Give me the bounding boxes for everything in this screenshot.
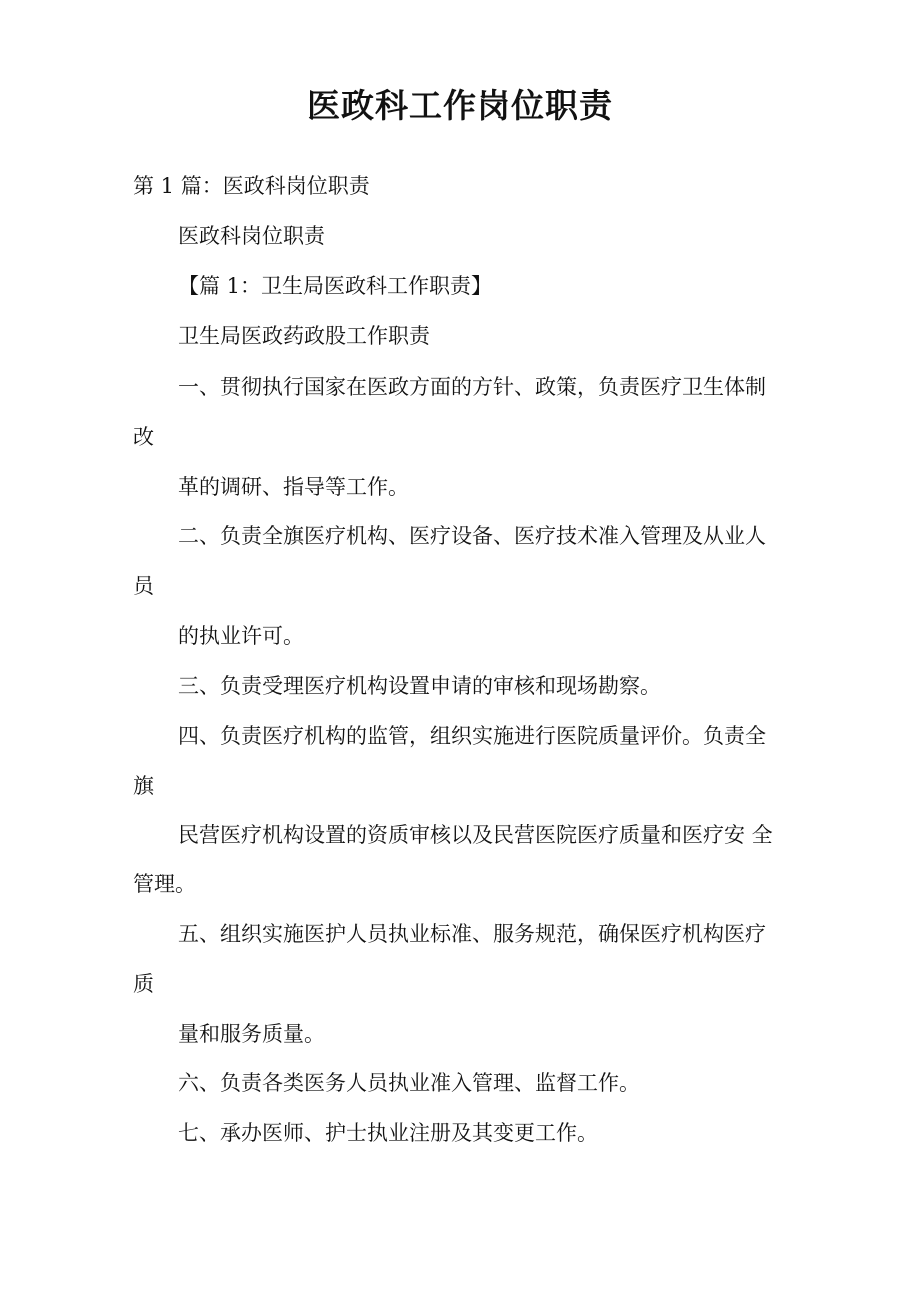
duty-item-7: 七、承办医师、护士执业注册及其变更工作。 xyxy=(178,1121,598,1145)
duty-item-2-wrap: 员 xyxy=(133,574,154,598)
duty-item-6: 六、负责各类医务人员执业准入管理、监督工作。 xyxy=(178,1071,640,1095)
duty-item-4-wrap: 旗 xyxy=(133,774,154,798)
duty-item-2-continuation: 的执业许可。 xyxy=(178,624,304,648)
article-subtitle: 卫生局医政药政股工作职责 xyxy=(178,324,430,348)
article-heading: 【篇 1：卫生局医政科工作职责】 xyxy=(178,274,493,298)
duty-item-4-end: 管理。 xyxy=(133,872,196,896)
subsection-title: 医政科岗位职责 xyxy=(178,224,325,248)
duty-item-3: 三、负责受理医疗机构设置申请的审核和现场勘察。 xyxy=(178,674,661,698)
duty-item-1-continuation: 革的调研、指导等工作。 xyxy=(178,475,409,499)
duty-item-5: 五、组织实施医护人员执业标准、服务规范，确保医疗机构医疗 xyxy=(178,922,766,946)
duty-item-1-wrap: 改 xyxy=(133,425,154,449)
duty-item-2: 二、负责全旗医疗机构、医疗设备、医疗技术准入管理及从业人 xyxy=(178,524,766,548)
duty-item-1: 一、贯彻执行国家在医政方面的方针、政策，负责医疗卫生体制 xyxy=(178,375,766,399)
duty-item-4: 四、负责医疗机构的监管，组织实施进行医院质量评价。负责全 xyxy=(178,724,766,748)
duty-item-5-wrap: 质 xyxy=(133,972,154,996)
section-heading: 第 1 篇：医政科岗位职责 xyxy=(133,174,370,198)
document-title: 医政科工作岗位职责 xyxy=(307,86,613,125)
duty-item-5-continuation: 量和服务质量。 xyxy=(178,1022,325,1046)
duty-item-4-continuation: 民营医疗机构设置的资质审核以及民营医院医疗质量和医疗安 全 xyxy=(178,823,773,847)
